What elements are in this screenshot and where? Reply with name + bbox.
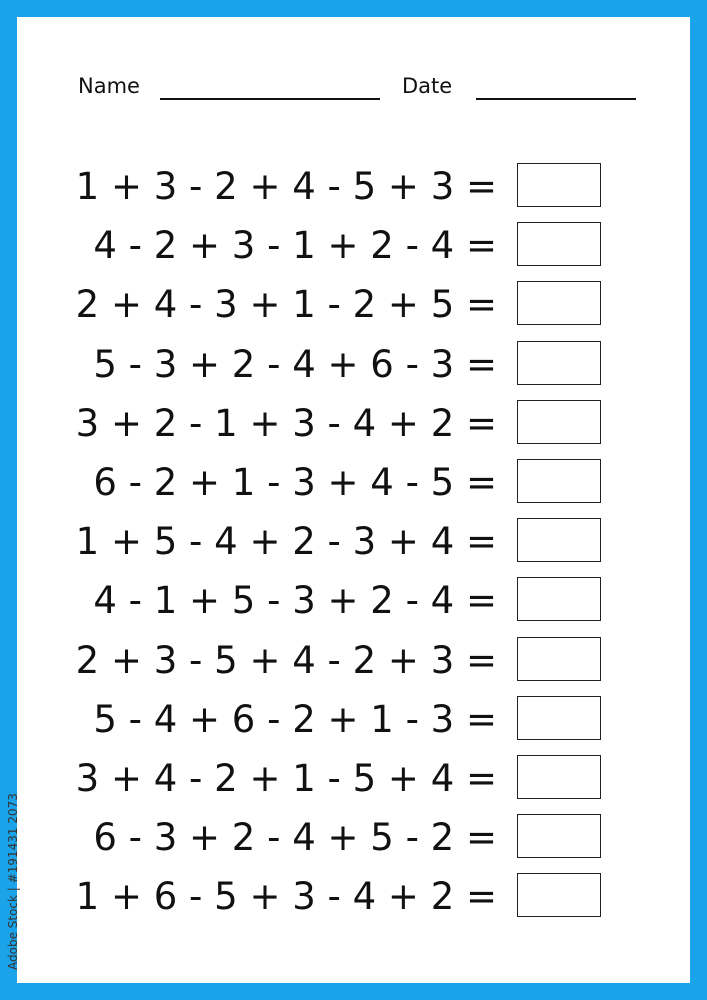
problem-row bbox=[75, 637, 610, 685]
problem-row bbox=[90, 814, 610, 862]
answer-box[interactable] bbox=[517, 163, 601, 207]
answer-box[interactable] bbox=[517, 459, 601, 503]
name-label: Name bbox=[78, 74, 140, 98]
date-label: Date bbox=[402, 74, 453, 98]
answer-box[interactable] bbox=[517, 341, 601, 385]
problem-expression: 4 - 2 + 3 - 1 + 2 - 4 = bbox=[93, 224, 497, 268]
answer-box[interactable] bbox=[517, 518, 601, 562]
answer-box[interactable] bbox=[517, 873, 601, 917]
name-blank-line[interactable] bbox=[160, 98, 380, 100]
problem-expression: 6 - 2 + 1 - 3 + 4 - 5 = bbox=[93, 461, 497, 504]
answer-box[interactable] bbox=[517, 577, 601, 621]
problem-row bbox=[90, 222, 610, 270]
problem-row bbox=[90, 696, 610, 744]
problem-row bbox=[75, 518, 610, 566]
worksheet-header bbox=[78, 72, 638, 104]
answer-box[interactable] bbox=[517, 637, 601, 681]
problem-row bbox=[90, 577, 610, 625]
answer-box[interactable] bbox=[517, 281, 601, 325]
problem-row bbox=[90, 459, 610, 507]
answer-box[interactable] bbox=[517, 696, 601, 740]
stock-watermark bbox=[6, 760, 26, 970]
problem-expression: 1 + 5 - 4 + 2 - 3 + 4 = bbox=[75, 520, 497, 564]
problem-expression: 5 - 4 + 6 - 2 + 1 - 3 = bbox=[93, 697, 497, 741]
problem-expression: 1 + 3 - 2 + 4 - 5 + 3 = bbox=[75, 165, 497, 208]
problem-expression: 1 + 6 - 5 + 3 - 4 + 2 = bbox=[75, 875, 497, 919]
problem-expression: 6 - 3 + 2 - 4 + 5 - 2 = bbox=[93, 816, 497, 860]
answer-box[interactable] bbox=[517, 814, 601, 858]
problem-expression: 2 + 3 - 5 + 4 - 2 + 3 = bbox=[75, 638, 497, 682]
problem-row bbox=[75, 281, 610, 329]
problem-expression: 3 + 4 - 2 + 1 - 5 + 4 = bbox=[75, 757, 497, 800]
answer-box[interactable] bbox=[517, 400, 601, 444]
watermark-text: Adobe Stock | #191431 2073 bbox=[6, 793, 20, 970]
problem-expression: 4 - 1 + 5 - 3 + 2 - 4 = bbox=[93, 579, 497, 623]
problem-expression: 5 - 3 + 2 - 4 + 6 - 3 = bbox=[93, 342, 497, 386]
problem-row bbox=[75, 163, 610, 211]
answer-box[interactable] bbox=[517, 755, 601, 799]
problem-expression: 3 + 2 - 1 + 3 - 4 + 2 = bbox=[75, 401, 497, 445]
answer-box[interactable] bbox=[517, 222, 601, 266]
date-blank-line[interactable] bbox=[476, 98, 636, 100]
problem-row bbox=[75, 755, 610, 803]
problem-row bbox=[90, 341, 610, 389]
problem-expression: 2 + 4 - 3 + 1 - 2 + 5 = bbox=[75, 283, 497, 327]
problem-row bbox=[75, 873, 610, 921]
problem-row bbox=[75, 400, 610, 448]
